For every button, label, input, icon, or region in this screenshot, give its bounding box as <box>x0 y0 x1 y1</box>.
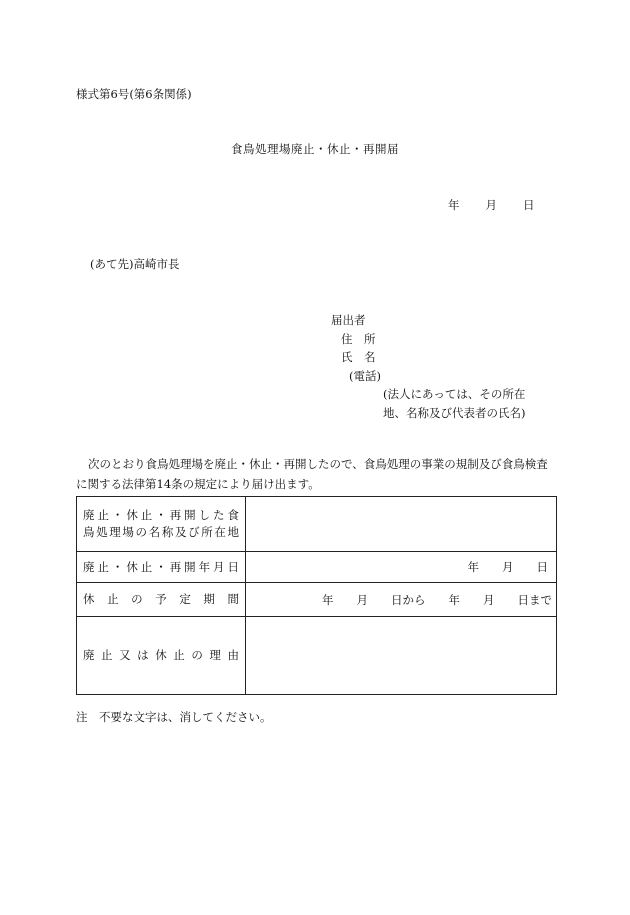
table-row-period <box>77 583 557 617</box>
declaration-text: 次のとおり食鳥処理場を廃止・休止・再開したので、食鳥処理の事業の規制及び食鳥検査に関する法律第14条の規定により届け出ます。 <box>76 457 548 491</box>
notifier-corporate-note-line2: 地、名称及び代表者の氏名) <box>383 405 526 420</box>
table-row-reason <box>77 617 557 695</box>
date-year-label: 年 <box>448 198 460 212</box>
notifier-address-label: 住 所 <box>341 331 376 346</box>
reason-label: 廃止又は休止の理由 <box>77 617 246 695</box>
table-row-date <box>77 552 557 583</box>
notification-table <box>76 496 557 695</box>
date-month-label: 月 <box>485 198 497 212</box>
notifier-block <box>331 311 526 422</box>
notifier-corporate-note-line1: (法人にあっては、その所在 <box>383 387 526 401</box>
facility-label-line2: 鳥処理場の名称及び所在地 <box>83 525 239 539</box>
reason-field[interactable] <box>246 617 557 695</box>
facility-name-location-field[interactable] <box>246 497 557 552</box>
document-title: 食鳥処理場廃止・休止・再開届 <box>231 142 399 156</box>
change-date-field[interactable]: 年 月 日 <box>246 552 557 583</box>
suspension-period-label: 休止の予定期間 <box>77 583 246 617</box>
facility-name-location-label <box>77 497 246 552</box>
suspension-period-field[interactable]: 年 月 日から 年 月 日まで <box>246 583 557 617</box>
table-row-facility <box>77 497 557 552</box>
notifier-label: 届出者 <box>331 313 366 327</box>
change-date-label: 廃止・休止・再開年月日 <box>77 552 246 583</box>
notifier-name-label: 氏 名 <box>341 350 376 364</box>
date-day-label: 日 <box>523 198 535 212</box>
form-number: 様式第6号(第6条関係) <box>76 87 192 101</box>
facility-label-line1: 廃止・休止・再開した食 <box>83 508 239 522</box>
notifier-phone-label: (電話) <box>349 368 381 383</box>
addressee: (あて先)高崎市長 <box>90 257 180 271</box>
footnote: 注 不要な文字は、消してください。 <box>76 710 272 724</box>
submission-date <box>448 197 535 213</box>
